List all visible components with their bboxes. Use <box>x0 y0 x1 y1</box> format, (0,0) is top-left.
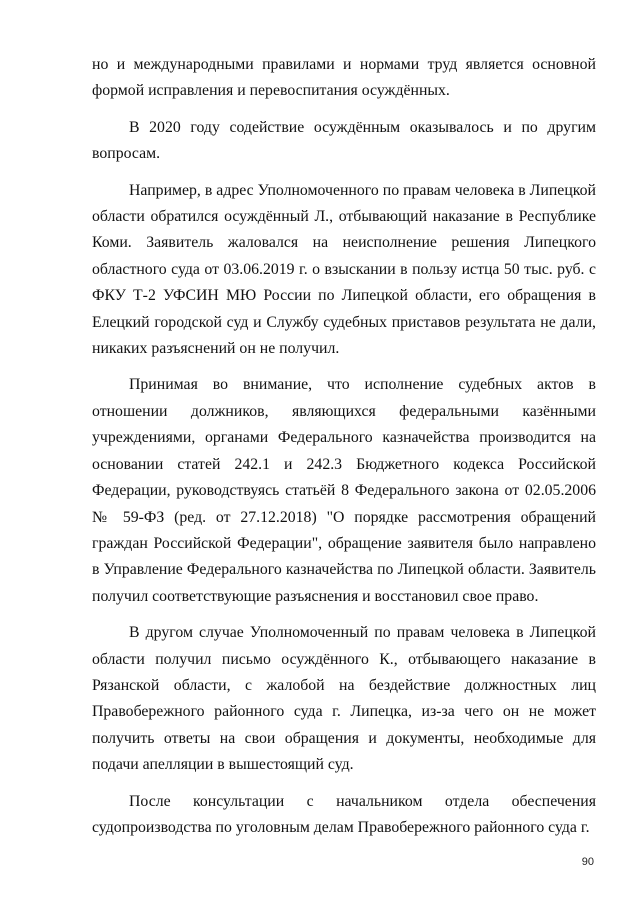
document-body <box>92 52 596 851</box>
paragraph-2020-assistance: В 2020 году содействие осуждённым оказывалось и по другим вопросам. <box>92 118 596 163</box>
paragraph-example-komi: Например, в адрес Уполномоченного по правам человека в Липецкой области обратился осуждённый Л., отбывающий наказание в Республике Коми. Заявитель жаловался на неисполнение решения Липецкого областного суда от 03.06.2019 г. о взыскании в пользу истца 50 тыс. руб. с ФКУ Т-2 УФСИН МЮ России по Липецкой области, его обращения в Елецкий городской суд и Службу судебных приставов результата не дали, никаких разъяснений он не получил. <box>92 181 596 358</box>
paragraph-ryazan-case: В другом случае Уполномоченный по правам человека в Липецкой области получил письмо осуждённого К., отбывающего наказание в Рязанской области, с жалобой на бездействие должностных лиц Правобережного районного суда г. Липецка, из-за чего он не может получить ответы на свои обращения и документы, необходимые для подачи апелляции в вышестоящий суд. <box>92 624 596 774</box>
page-number: 90 <box>581 856 594 868</box>
paragraph-continuation: но и международными правилами и нормами труд является основной формой исправления и перевоспитания осуждённых. <box>92 56 596 100</box>
paragraph-treasury-referral: Принимая во внимание, что исполнение судебных актов в отношении должников, являющихся федеральными казёнными учреждениями, органами Федерального казначейства производится на основании статей 242.1 и 242.3 Бюджетного кодекса Российской Федерации, руководствуясь статьёй 8 Федерального закона от 02.05.2006 № 59-ФЗ (ред. от 27.12.2018) "О порядке рассмотрения обращений граждан Российской Федерации", обращение заявителя было направлено в Управление Федерального казначейства по Липецкой области. Заявитель получил соответствующие разъяснения и восстановил свое право. <box>92 376 596 605</box>
paragraph-consultation: После консультации с начальником отдела обеспечения судопроизводства по уголовным делам Правобережного районного суда г. <box>92 792 596 836</box>
